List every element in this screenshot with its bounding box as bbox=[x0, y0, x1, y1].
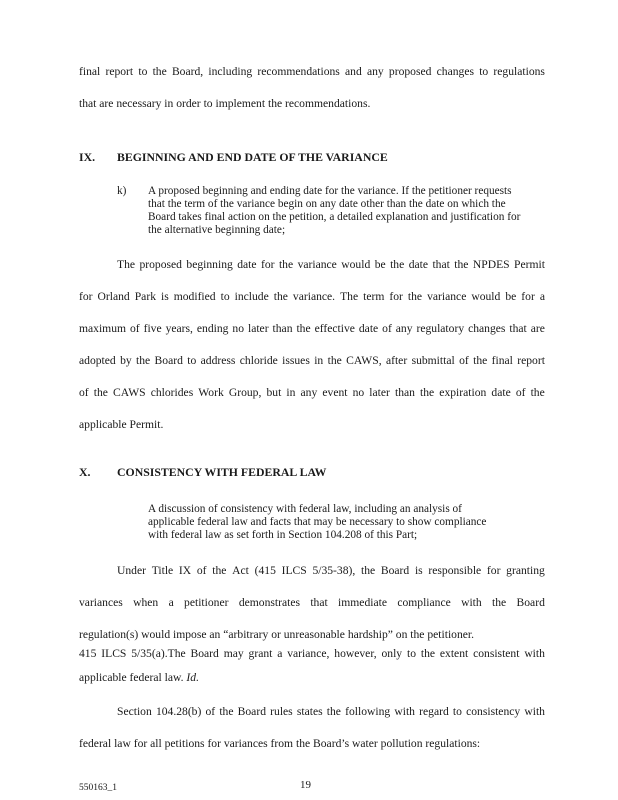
word: date bbox=[358, 322, 379, 335]
word: the bbox=[327, 354, 342, 367]
word: in bbox=[286, 386, 296, 399]
word: 5/35-38), bbox=[312, 564, 356, 577]
word: with bbox=[524, 647, 545, 660]
word: including bbox=[208, 65, 253, 78]
word: of bbox=[129, 322, 140, 335]
word: CAWS bbox=[113, 386, 146, 399]
word: term bbox=[363, 290, 385, 303]
word: that bbox=[509, 322, 527, 335]
word: consistent bbox=[473, 647, 520, 660]
word: changes bbox=[468, 322, 506, 335]
word: the bbox=[296, 322, 311, 335]
word: however, bbox=[334, 647, 377, 660]
word: to bbox=[406, 647, 416, 660]
paragraph-line bbox=[117, 564, 545, 578]
word: Board, bbox=[171, 65, 204, 78]
word: the bbox=[473, 354, 488, 367]
word: grant bbox=[248, 647, 273, 660]
id-citation: Id. bbox=[186, 671, 199, 684]
item-label-k: k) bbox=[117, 185, 127, 197]
word: Permit bbox=[514, 258, 545, 271]
word: variance, bbox=[287, 647, 330, 660]
word: immediate bbox=[338, 596, 387, 609]
word: than bbox=[394, 386, 415, 399]
word: proposed bbox=[139, 258, 182, 271]
word: issues bbox=[282, 354, 310, 367]
word: following bbox=[345, 705, 391, 718]
word: the bbox=[390, 258, 405, 271]
section-x-number: X. bbox=[79, 465, 91, 479]
quote-line: applicable federal law and facts that may be necessary to show compliance bbox=[148, 516, 487, 528]
word: compliance bbox=[397, 596, 451, 609]
word: expiration bbox=[439, 386, 487, 399]
quote-line: that the term of the variance begin on any date other than the date on which the bbox=[148, 198, 506, 210]
word: Board bbox=[237, 705, 266, 718]
word: variances bbox=[79, 596, 123, 609]
word: the bbox=[273, 290, 288, 303]
word: to bbox=[138, 65, 148, 78]
word: no bbox=[352, 386, 365, 399]
word: ending bbox=[196, 322, 229, 335]
word: event bbox=[322, 386, 348, 399]
word: date bbox=[408, 258, 428, 271]
word: for bbox=[260, 258, 275, 271]
word: of bbox=[205, 705, 216, 718]
quote-line: with federal law as set forth in Section 104.208 of this Part; bbox=[148, 529, 418, 541]
word: be bbox=[374, 258, 386, 271]
word: the bbox=[326, 705, 341, 718]
word: CAWS, bbox=[346, 354, 382, 367]
word: date bbox=[237, 258, 257, 271]
paragraph-line bbox=[79, 386, 545, 400]
word: the bbox=[407, 290, 423, 303]
word: of bbox=[459, 354, 469, 367]
word: Title bbox=[151, 564, 174, 577]
paragraph-line: federal law for all petitions for variances from the Board’s water pollution regulations: bbox=[79, 737, 481, 750]
word: only bbox=[381, 647, 403, 660]
word: that bbox=[310, 596, 328, 609]
word: Board bbox=[190, 647, 219, 660]
paragraph-line bbox=[79, 596, 545, 610]
intro-line-1 bbox=[79, 65, 545, 79]
word: and bbox=[345, 65, 362, 78]
word: report bbox=[517, 354, 545, 367]
word: the bbox=[278, 258, 294, 271]
word: later bbox=[369, 386, 390, 399]
word: of bbox=[196, 564, 207, 577]
word: Section bbox=[117, 705, 152, 718]
word: 5/35(a).The bbox=[131, 647, 186, 660]
word: changes bbox=[436, 65, 474, 78]
word: responsible bbox=[428, 564, 482, 577]
word: Park bbox=[134, 290, 156, 303]
word: Board bbox=[380, 564, 410, 577]
word: submittal bbox=[411, 354, 455, 367]
word: of bbox=[515, 386, 526, 399]
quote-line: Board takes final action on the petition, a detailed explanation and justification for bbox=[148, 211, 521, 223]
word: consistency bbox=[466, 705, 521, 718]
word: recommendations bbox=[257, 65, 340, 78]
word: Group, bbox=[228, 386, 262, 399]
text-run: applicable federal law. bbox=[79, 671, 184, 684]
word: address bbox=[200, 354, 236, 367]
word: chloride bbox=[239, 354, 278, 367]
word: Board bbox=[516, 596, 545, 609]
word: demonstrates bbox=[238, 596, 300, 609]
word: states bbox=[296, 705, 323, 718]
paragraph-line bbox=[79, 290, 545, 304]
word: rules bbox=[270, 705, 293, 718]
word: IX bbox=[178, 564, 192, 577]
word: that bbox=[432, 258, 450, 271]
word: modified bbox=[173, 290, 216, 303]
word: final bbox=[491, 354, 513, 367]
word: effective bbox=[314, 322, 355, 335]
word: for bbox=[79, 290, 93, 303]
paragraph-line: regulation(s) would impose an “arbitrary or unreasonable hardship” on the petitioner. bbox=[79, 628, 475, 641]
word: report bbox=[105, 65, 134, 78]
quote-line: A discussion of consistency with federal law, including an analysis of bbox=[148, 503, 462, 515]
word: variance bbox=[427, 290, 467, 303]
word: Orland bbox=[97, 290, 130, 303]
word: but bbox=[266, 386, 282, 399]
word: with bbox=[394, 705, 415, 718]
word: any bbox=[395, 322, 413, 335]
word: the bbox=[136, 354, 151, 367]
word: when bbox=[133, 596, 159, 609]
word: the bbox=[219, 705, 234, 718]
word: adopted bbox=[79, 354, 116, 367]
word: any bbox=[300, 386, 318, 399]
paragraph-line bbox=[79, 671, 545, 685]
paragraph-line bbox=[79, 647, 545, 661]
word: is bbox=[414, 564, 423, 577]
word: regulatory bbox=[416, 322, 465, 335]
word: than bbox=[272, 322, 293, 335]
word: are bbox=[530, 322, 545, 335]
word: proposed bbox=[388, 65, 432, 78]
quote-line: A proposed beginning and ending date for the variance. If the petitioner requests bbox=[148, 185, 512, 197]
word: for bbox=[521, 290, 535, 303]
word: beginning bbox=[186, 258, 233, 271]
paragraph-line bbox=[117, 705, 545, 719]
word: a bbox=[168, 596, 174, 609]
quote-line: the alternative beginning date; bbox=[148, 224, 286, 236]
word: The bbox=[117, 258, 136, 271]
word: to bbox=[220, 290, 230, 303]
word: may bbox=[223, 647, 244, 660]
word: of bbox=[79, 386, 89, 399]
word: by bbox=[120, 354, 132, 367]
word: in bbox=[314, 354, 324, 367]
word: would bbox=[471, 290, 501, 303]
word: for bbox=[389, 290, 403, 303]
word: for bbox=[486, 564, 501, 577]
word: any bbox=[366, 65, 384, 78]
word: to bbox=[187, 354, 197, 367]
word: the bbox=[530, 386, 545, 399]
word: Work bbox=[198, 386, 224, 399]
word: the bbox=[492, 596, 507, 609]
section-ix-title: BEGINNING AND END DATE OF THE VARIANCE bbox=[117, 150, 388, 164]
word: NPDES bbox=[472, 258, 510, 271]
word: variance. bbox=[292, 290, 336, 303]
paragraph-line: applicable Permit. bbox=[79, 418, 164, 431]
word: regard bbox=[419, 705, 449, 718]
word: Under bbox=[117, 564, 146, 577]
word: no bbox=[232, 322, 245, 335]
word: the bbox=[152, 65, 167, 78]
intro-line-2: that are necessary in order to implement the recommendations. bbox=[79, 97, 371, 110]
section-x-title: CONSISTENCY WITH FEDERAL LAW bbox=[117, 465, 327, 479]
word: 415 bbox=[79, 647, 97, 660]
word: the bbox=[454, 258, 469, 271]
word: date bbox=[491, 386, 511, 399]
word: regulations bbox=[493, 65, 545, 78]
word: the bbox=[93, 386, 108, 399]
word: maximum bbox=[79, 322, 127, 335]
word: with bbox=[461, 596, 482, 609]
word: chlorides bbox=[150, 386, 194, 399]
word: five bbox=[143, 322, 162, 335]
word: ILCS bbox=[281, 564, 307, 577]
word: later bbox=[247, 322, 269, 335]
word: final bbox=[79, 65, 101, 78]
word: the bbox=[420, 386, 435, 399]
word: variance bbox=[297, 258, 337, 271]
word: be bbox=[505, 290, 517, 303]
word: the bbox=[212, 564, 227, 577]
word: is bbox=[161, 290, 169, 303]
word: of bbox=[382, 322, 392, 335]
word: after bbox=[385, 354, 408, 367]
word: with bbox=[524, 705, 545, 718]
word: to bbox=[479, 65, 489, 78]
word: to bbox=[452, 705, 462, 718]
word: extent bbox=[439, 647, 469, 660]
paragraph-line bbox=[79, 322, 545, 336]
word: would bbox=[341, 258, 371, 271]
document-number: 550163_1 bbox=[79, 783, 117, 793]
paragraph-line bbox=[117, 258, 545, 272]
word: The bbox=[340, 290, 359, 303]
paragraph-line bbox=[79, 354, 545, 368]
word: 104.28(b) bbox=[155, 705, 202, 718]
word: include bbox=[234, 290, 269, 303]
word: Act bbox=[232, 564, 249, 577]
page-number: 19 bbox=[300, 779, 311, 791]
section-ix-number: IX. bbox=[79, 150, 96, 164]
word: petitioner bbox=[184, 596, 229, 609]
word: the bbox=[360, 564, 376, 577]
word: years, bbox=[165, 322, 193, 335]
word: Board bbox=[154, 354, 183, 367]
word: a bbox=[539, 290, 545, 303]
word: (415 bbox=[254, 564, 276, 577]
word: a bbox=[277, 647, 283, 660]
word: ILCS bbox=[101, 647, 127, 660]
word: granting bbox=[506, 564, 545, 577]
word: the bbox=[420, 647, 436, 660]
